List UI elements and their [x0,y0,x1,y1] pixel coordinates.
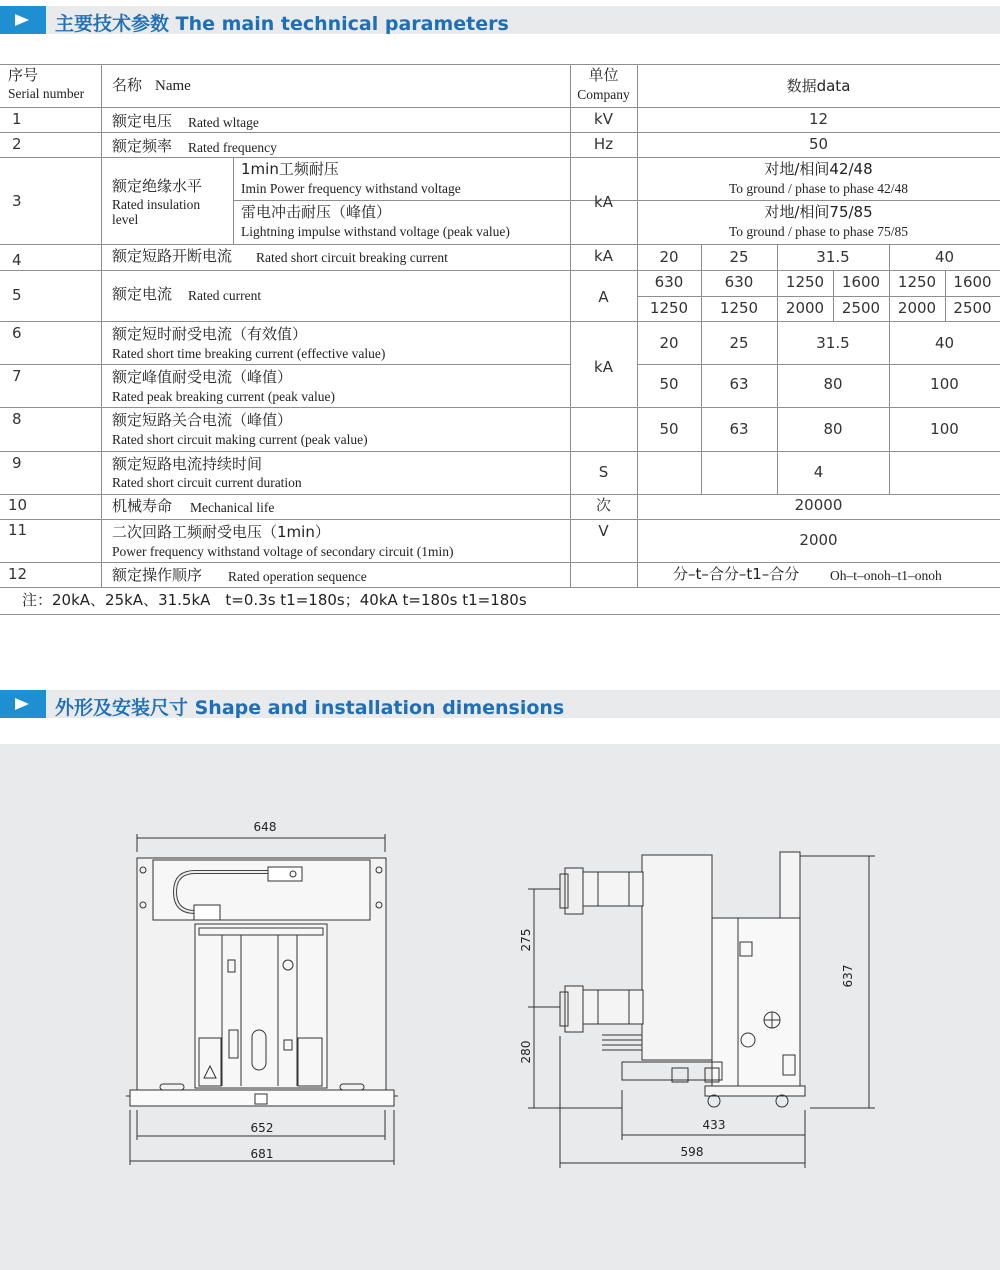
play-arrow-icon [14,697,30,711]
row-3-name-cn: 额定绝缘水平 [112,177,203,195]
row-4-name-cn: 额定短路开断电流 [112,247,233,265]
section-header-parameters [0,6,1000,34]
row-6-name-cn: 额定短时耐受电流（有效值） [112,325,308,343]
section-title: 主要技术参数 The main technical parameters [55,13,509,35]
row-9-unit: S [598,463,609,481]
row-3-val2-cn: 对地/相间75/85 [764,203,873,221]
dimension-drawing-panel [0,744,1000,1270]
row-5-top-value: 1250 [785,273,825,291]
row-2-no: 2 [12,135,22,153]
play-arrow-icon [14,13,30,27]
header-serial-en: Serial number [8,86,85,101]
row-2-value: 50 [808,135,829,153]
row-5-top-value: 1600 [841,273,881,291]
row-11-name-cn: 二次回路工频耐受电压（1min） [112,523,330,541]
row-1-unit: kV [594,110,613,128]
row-3-sub1-cn: 1min工频耐压 [241,160,339,178]
row-9-value: 4 [813,463,824,481]
row-3-sub1-en: Imin Power frequency withstand voltage [241,181,461,196]
header-unit-cn: 单位 [588,66,619,84]
header-data: 数据data [786,77,851,95]
row-5-top-value: 1250 [897,273,937,291]
row-12-value-en: Oh–t–onoh–t1–onoh [830,568,942,583]
row-7-name-cn: 额定峰值耐受电流（峰值） [112,368,293,386]
row-1-value: 12 [808,110,829,128]
dim-label: 598 [680,1145,704,1159]
row-5-unit: A [598,288,609,306]
row-7-name-en: Rated peak breaking current (peak value) [112,389,336,404]
row-6-no: 6 [12,324,22,342]
row-5-bottom-value: 2000 [785,299,825,317]
row-10-no: 10 [8,496,28,514]
row-12-name-en: Rated operation sequence [228,569,367,584]
row-7-value: 100 [930,375,959,393]
row-2-name-cn: 额定频率 [112,137,173,155]
row-3-val1-cn: 对地/相间42/48 [764,160,873,178]
installation-drawing [0,744,1000,1270]
row-6-7-unit: kA [594,358,613,376]
row-1-name-en: Rated wltage [188,115,259,130]
dim-label: 275 [519,928,533,952]
row-5-bottom-value: 2500 [953,299,992,317]
header-serial-cn: 序号 [8,66,39,84]
row-11-name-en: Power frequency withstand voltage of secondary circuit (1min) [112,544,454,559]
row-3-sub2-en: Lightning impulse withstand voltage (peak value) [241,224,510,239]
section-header-dimensions [0,690,1000,718]
header-name-cn: 名称 [112,76,143,94]
row-9-no: 9 [12,454,22,472]
row-10-name-en: Mechanical life [190,500,275,515]
row-8-value: 80 [823,420,843,438]
row-5-top-value: 630 [724,273,754,291]
dim-label: 280 [519,1040,533,1064]
row-4-value: 20 [659,248,679,266]
row-7-value: 80 [823,375,843,393]
row-5-no: 5 [12,286,22,304]
row-4-no: 4 [12,251,22,269]
row-3-sub2-cn: 雷电冲击耐压（峰值） [241,203,392,221]
row-5-bottom-value: 1250 [719,299,759,317]
row-4-unit: kA [594,247,613,265]
row-6-value: 20 [659,334,679,352]
table-note: 注：20kA、25kA、31.5kA t=0.3s t1=180s；40kA t=180s t1=180s [22,591,527,609]
row-7-value: 50 [659,375,679,393]
row-5-name-cn: 额定电流 [112,285,173,303]
row-2-name-en: Rated frequency [188,140,277,155]
row-4-value: 25 [729,248,749,266]
row-11-no: 11 [8,521,28,539]
row-3-name-en1: Rated insulation [112,197,201,212]
row-6-value: 40 [934,334,955,352]
section-tag [0,690,46,718]
row-8-value: 50 [659,420,679,438]
row-3-val1-en: To ground / phase to phase 42/48 [728,181,909,196]
dim-label: 433 [702,1118,726,1132]
row-11-unit: V [598,522,609,540]
dim-label: 648 [253,820,277,834]
row-5-top-value: 1600 [953,273,992,291]
row-5-bottom-value: 2500 [841,299,881,317]
row-8-name-cn: 额定短路关合电流（峰值） [112,411,293,429]
section-title: 外形及安装尺寸 Shape and installation dimensions [55,697,565,719]
section-tag [0,6,46,34]
row-1-no: 1 [12,110,22,128]
row-5-bottom-value: 1250 [649,299,689,317]
row-9-name-cn: 额定短路电流持续时间 [112,455,263,473]
parameters-table [0,64,1000,624]
row-12-value-cn: 分–t–合分–t1–合分 [673,565,800,583]
row-12-no: 12 [8,565,28,583]
header-unit-en: Company [577,87,630,102]
row-3-no: 3 [12,192,22,210]
row-8-value: 63 [729,420,749,438]
row-4-value: 31.5 [816,248,850,266]
row-3-unit: kA [594,193,613,211]
row-3-name-en2: level [112,212,139,227]
row-1-name-cn: 额定电压 [112,112,173,130]
row-4-value: 40 [934,248,955,266]
dim-label: 652 [250,1121,274,1135]
row-10-value: 20000 [794,496,843,514]
row-10-unit: 次 [595,496,611,514]
row-5-bottom-value: 2000 [897,299,937,317]
dim-label: 681 [250,1147,274,1161]
row-5-name-en: Rated current [188,288,262,303]
row-6-value: 25 [729,334,749,352]
row-11-value: 2000 [799,531,838,549]
row-9-name-en: Rated short circuit current duration [112,475,302,490]
row-7-no: 7 [12,367,22,385]
row-2-unit: Hz [593,135,614,153]
row-4-name-en: Rated short circuit breaking current [256,250,448,265]
row-6-name-en: Rated short time breaking current (effective value) [112,346,386,361]
row-3-val2-en: To ground / phase to phase 75/85 [728,224,909,239]
dim-label: 637 [841,964,855,988]
row-8-no: 8 [12,410,22,428]
row-6-value: 31.5 [816,334,850,352]
row-12-name-cn: 额定操作顺序 [112,566,203,584]
row-7-value: 63 [729,375,749,393]
header-name-en: Name [155,78,191,94]
row-8-name-en: Rated short circuit making current (peak value) [112,432,368,447]
row-8-value: 100 [930,420,959,438]
row-5-top-value: 630 [654,273,684,291]
row-10-name-cn: 机械寿命 [112,497,173,515]
